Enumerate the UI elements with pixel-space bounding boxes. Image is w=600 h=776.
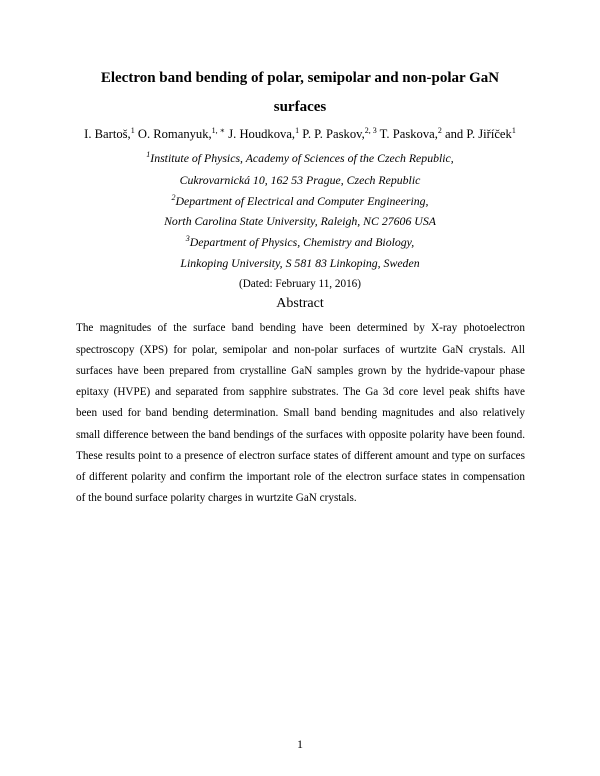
affiliation-mark: 1 — [146, 150, 151, 159]
abstract-line: These results point to a presence of electron surface states of different amount and type on surfaces — [76, 450, 525, 462]
author-name: T. Paskova, — [379, 127, 438, 141]
abstract-heading: Abstract — [276, 296, 324, 311]
affiliation-2-line-2: North Carolina State University, Raleigh, NC 27606 USA — [164, 214, 436, 228]
affiliation-text: Institute of Physics, Academy of Sciences of the Czech Republic, — [150, 151, 454, 165]
abstract-line: small difference between the band bendings of the surfaces with opposite polarity have been found. — [76, 429, 525, 441]
author-name: P. P. Paskov, — [302, 127, 365, 141]
dated-line: (Dated: February 11, 2016) — [239, 278, 361, 290]
author-affil-mark: 1 — [295, 126, 300, 135]
title-line-1: Electron band bending of polar, semipolar and non-polar GaN — [100, 70, 500, 86]
affiliation-mark: 2 — [171, 193, 176, 202]
affiliation-1-line-1 — [40, 151, 560, 166]
author-name: O. Romanyuk, — [137, 127, 212, 141]
abstract-line: The magnitudes of the surface band bending have been determined by X-ray photoelectron — [76, 322, 525, 334]
affiliation-mark: 3 — [185, 234, 190, 243]
abstract-line: epitaxy (HVPE) and separated from sapphire substrates. The Ga 3d core level peak shifts have — [76, 386, 525, 398]
author-list — [30, 127, 570, 142]
abstract-line: of the bound surface polarity charges in wurtzite GaN crystals. — [76, 492, 357, 504]
author-name: I. Bartoš, — [84, 127, 131, 141]
author-name: J. Houdkova, — [228, 127, 296, 141]
author-name: and P. Jiříček — [445, 127, 512, 141]
affiliation-2-line-1 — [40, 194, 560, 209]
author-affil-mark: 1 — [511, 126, 516, 135]
abstract-line: of different polarity and confirm the important role of the electron surface states in compensation — [76, 471, 525, 483]
author-affil-mark: 2, 3 — [364, 126, 377, 135]
title-line-2: surfaces — [273, 99, 327, 115]
affiliation-1-line-2: Cukrovarnická 10, 162 53 Prague, Czech Republic — [179, 173, 421, 187]
affiliation-text: Department of Electrical and Computer Engineering, — [175, 194, 429, 208]
affiliation-3-line-1 — [40, 235, 560, 250]
author-affil-mark: 1 — [130, 126, 135, 135]
paper-title — [60, 64, 540, 122]
author-affil-mark: 1, ∗ — [211, 126, 226, 135]
abstract-line: surfaces have been prepared from crystalline GaN samples grown by the hydride-vapour phase — [76, 365, 525, 377]
affiliation-3-line-2: Linkoping University, S 581 83 Linkoping, Sweden — [180, 256, 420, 270]
page-number: 1 — [297, 737, 303, 751]
author-affil-mark: 2 — [437, 126, 442, 135]
abstract-line: spectroscopy (XPS) for polar, semipolar and non-polar surfaces of wurtzite GaN crystals. All — [76, 344, 525, 356]
affiliation-text: Department of Physics, Chemistry and Biology, — [189, 235, 415, 249]
abstract-line: been used for band bending determination. Small band bending magnitudes and also relatively — [76, 407, 525, 419]
